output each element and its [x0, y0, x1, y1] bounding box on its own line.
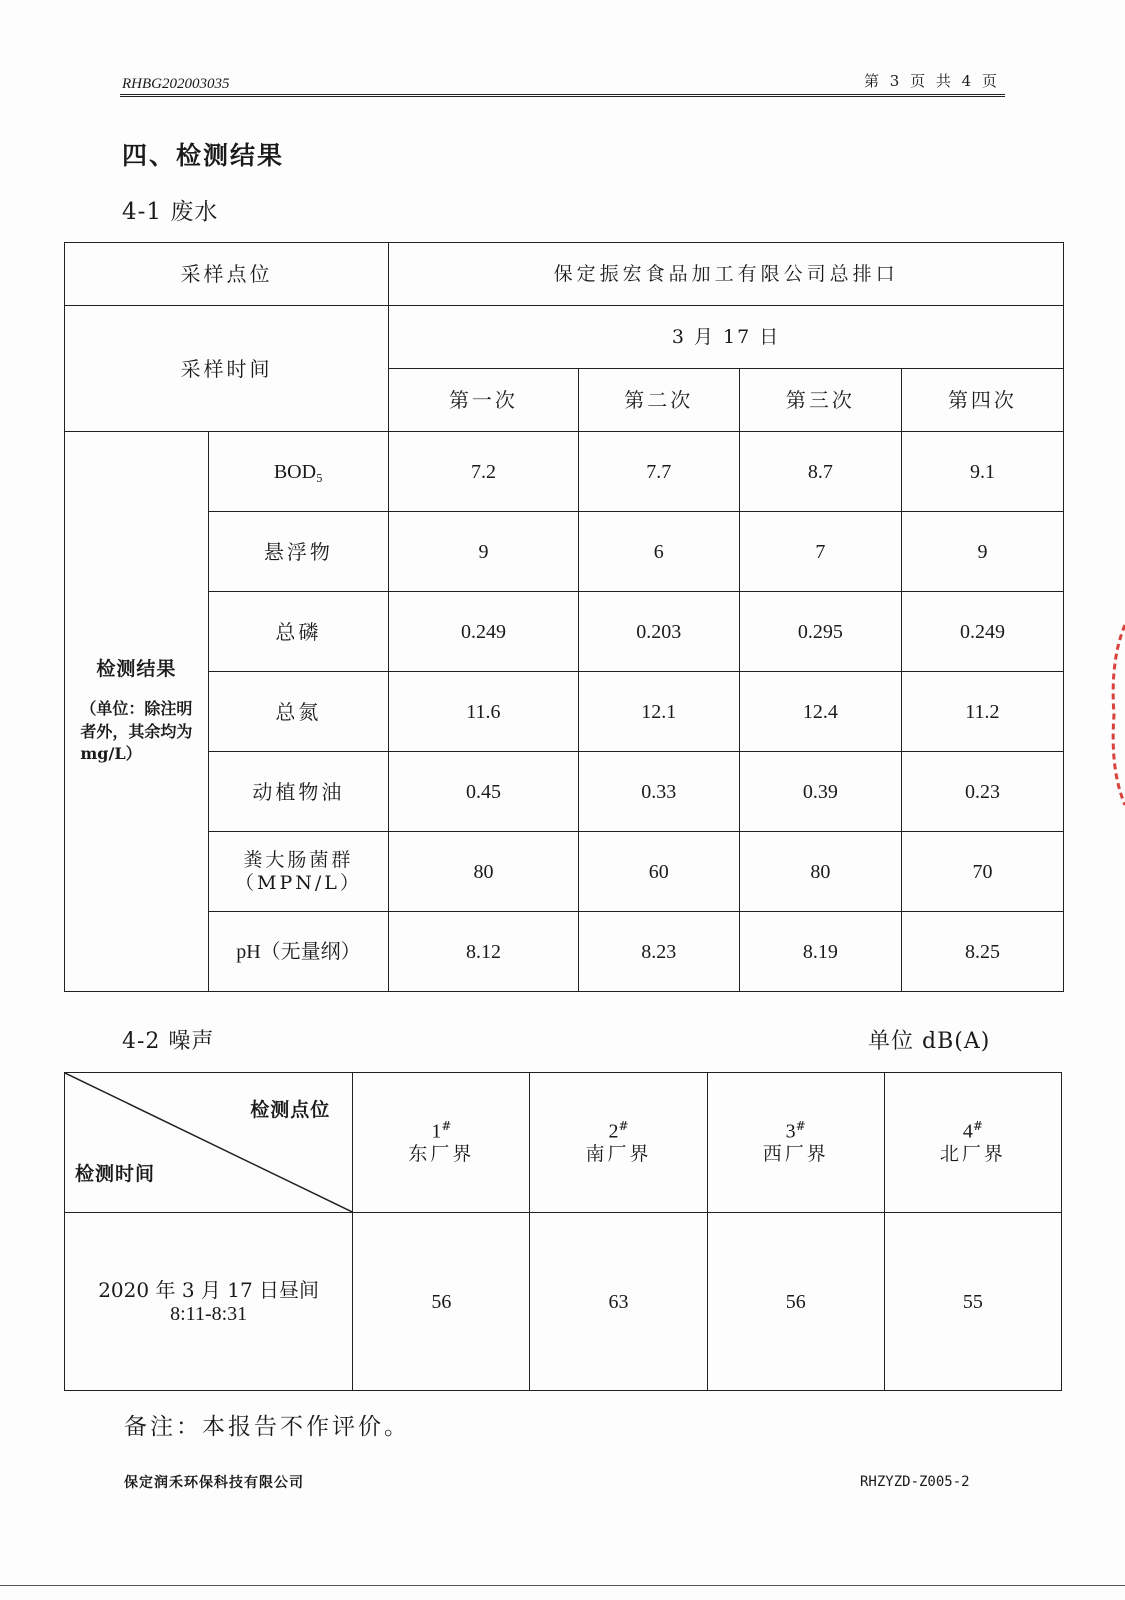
value-cell: 63 [530, 1213, 707, 1391]
param-name: 总磷 [208, 592, 388, 672]
point-name: 南厂界 [585, 1143, 652, 1166]
result-unit-note: （单位：除注明者外，其余均为 mg/L） [80, 699, 193, 764]
table-row [65, 512, 1064, 592]
point-header [884, 1073, 1061, 1213]
value-cell: 0.33 [578, 752, 739, 832]
value-cell: 0.249 [901, 592, 1063, 672]
sampling-date: 3 月 17 日 [389, 306, 1064, 369]
value-cell: 9.1 [901, 432, 1063, 512]
value-cell: 7.7 [578, 432, 739, 512]
section-title: 四、检测结果 [122, 141, 285, 170]
point-header [707, 1073, 884, 1213]
value-cell: 55 [884, 1213, 1061, 1391]
param-name: 总氮 [208, 672, 388, 752]
param-name: 粪大肠菌群 （MPN/L） [208, 832, 388, 912]
point-header [353, 1073, 530, 1213]
value-cell: 0.249 [389, 592, 579, 672]
seal-stamp-edge [1104, 620, 1125, 810]
round-header: 第二次 [578, 369, 739, 432]
point-number: 3 [785, 1120, 796, 1143]
point-number: 2 [608, 1120, 619, 1143]
point-label: 检测点位 [250, 1099, 331, 1121]
round-header: 第一次 [389, 369, 579, 432]
value-cell: 56 [707, 1213, 884, 1391]
value-cell: 6 [578, 512, 739, 592]
point-number: 4 [962, 1120, 973, 1143]
value-cell: 70 [901, 832, 1063, 912]
page-info: 第 3 页 共 4 页 [864, 72, 1000, 90]
wastewater-title: 4-1 废水 [122, 199, 219, 225]
value-cell: 8.25 [901, 912, 1063, 992]
param-name: BOD₅ [208, 432, 388, 512]
table-row [65, 672, 1064, 752]
table-row [65, 832, 1064, 912]
table-row [65, 1213, 1062, 1391]
value-cell: 9 [389, 512, 579, 592]
point-name: 北厂界 [939, 1143, 1006, 1166]
time-value-range: 8:11-8:31 [170, 1302, 248, 1325]
diagonal-header-cell [65, 1073, 353, 1213]
value-cell: 56 [353, 1213, 530, 1391]
noise-unit: 单位 dB(A) [868, 1029, 991, 1054]
report-number: RHBG202003035 [122, 76, 230, 92]
value-cell: 0.45 [389, 752, 579, 832]
value-cell: 8.7 [739, 432, 901, 512]
value-cell: 12.1 [578, 672, 739, 752]
diagonal-line [65, 1073, 352, 1212]
result-label: 检测结果 [96, 657, 177, 680]
value-cell: 80 [739, 832, 901, 912]
value-cell: 8.12 [389, 912, 579, 992]
point-header [530, 1073, 707, 1213]
point-mark: # [618, 1118, 629, 1133]
time-value-cell [65, 1213, 353, 1391]
param-name: 动植物油 [208, 752, 388, 832]
footer-company: 保定润禾环保科技有限公司 [124, 1475, 304, 1491]
time-value-date: 2020 年 3 月 17 日昼间 [98, 1277, 320, 1302]
value-cell: 60 [578, 832, 739, 912]
param-name: pH（无量纲） [208, 912, 388, 992]
value-cell: 11.2 [901, 672, 1063, 752]
remark: 备注：本报告不作评价。 [124, 1414, 410, 1440]
sampling-time-label: 采样时间 [65, 306, 389, 432]
value-cell: 12.4 [739, 672, 901, 752]
table-row [65, 592, 1064, 672]
table-row [65, 912, 1064, 992]
param-name: 悬浮物 [208, 512, 388, 592]
value-cell: 7 [739, 512, 901, 592]
value-cell: 0.295 [739, 592, 901, 672]
time-label: 检测时间 [75, 1163, 156, 1186]
value-cell: 8.19 [739, 912, 901, 992]
wastewater-table [64, 242, 1064, 992]
noise-title: 4-2 噪声 [122, 1029, 215, 1054]
value-cell: 11.6 [389, 672, 579, 752]
value-cell: 80 [389, 832, 579, 912]
point-mark: # [795, 1118, 806, 1133]
value-cell: 8.23 [578, 912, 739, 992]
header-divider [120, 94, 1005, 97]
point-mark: # [441, 1118, 452, 1133]
result-label-cell [65, 432, 209, 992]
table-row [65, 432, 1064, 512]
point-number: 1 [431, 1120, 442, 1143]
sampling-point-label: 采样点位 [65, 243, 389, 306]
value-cell: 0.39 [739, 752, 901, 832]
value-cell: 9 [901, 512, 1063, 592]
value-cell: 7.2 [389, 432, 579, 512]
round-header: 第三次 [739, 369, 901, 432]
bottom-divider [0, 1585, 1125, 1586]
value-cell: 0.23 [901, 752, 1063, 832]
sampling-point-value: 保定振宏食品加工有限公司总排口 [389, 243, 1064, 306]
point-name: 东厂界 [408, 1143, 475, 1166]
footer-form-code: RHZYZD-Z005-2 [860, 1474, 970, 1490]
table-row [65, 752, 1064, 832]
round-header: 第四次 [901, 369, 1063, 432]
value-cell: 0.203 [578, 592, 739, 672]
noise-table [64, 1072, 1062, 1391]
point-name: 西厂界 [762, 1143, 829, 1166]
point-mark: # [972, 1118, 983, 1133]
